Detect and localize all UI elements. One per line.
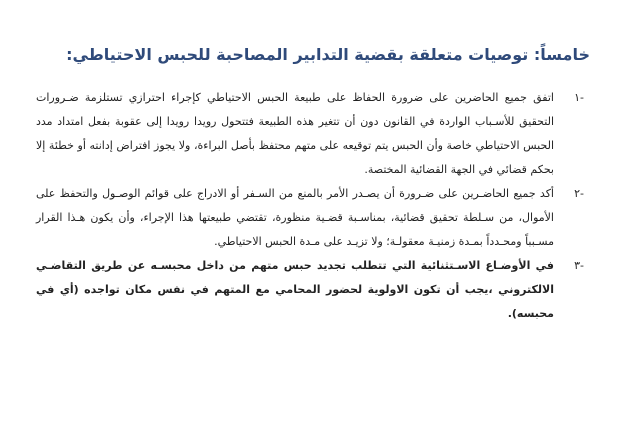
item-number: ٢- <box>574 187 584 200</box>
item-text: في الأوضـاع الاسـتثنائية التي تتطلب تجديد حبس متهم من داخل محبسـه عن طريق التقاضـي الالكتروني ،يجب أن تكون الاولوية لحضور المحامي مع المتهم في نفس مكان تواجده (أي في محبسه). <box>36 259 554 320</box>
list-item <box>36 182 584 254</box>
list-item <box>36 254 584 326</box>
item-text: أكد جميع الحاضـرين على ضـرورة أن يصـدر الأمر بالمنع من السـفر أو الادراج على قوائم الوصـول والتحفظ على الأموال، من سـلطة تحقيق قضائية، بمناسـبة قضـية منظورة، تقتضي طبيعتها هذا الإجراء، وأن يكون هـذا القرار مسـبباً ومحـدداً بمـدة زمنيـة معقولـة؛ ولا تزيـد على مـدة الحبس الاحتياطي. <box>36 187 554 248</box>
section-heading: خامساً: توصيات متعلقة بقضية التدابير المصاحبة للحبس الاحتياطي: <box>66 45 590 64</box>
recommendations-list <box>36 86 584 326</box>
item-number: ٣- <box>574 259 584 272</box>
item-number: ١- <box>574 91 584 104</box>
item-text: اتفق جميع الحاضرين على ضرورة الحفاظ على طبيعة الحبس الاحتياطي كإجراء احترازي تستلزمة ضـرورات التحقيق للأسـباب الواردة في القانون دون أن تتغير هذه الطبيعة فتتحول رويدا رويدا إلى عقوبة بفعل امتداد مدد الحبس الاحتياطي خاصة وأن الحبس يتم توقيعه على متهم محتفظ بأصل البراءة، ولا يجوز افتراض إدانته أو خطئة إلا بحكم قضائي في الجهة القضائية المختصة. <box>36 91 554 176</box>
list-item <box>36 86 584 182</box>
